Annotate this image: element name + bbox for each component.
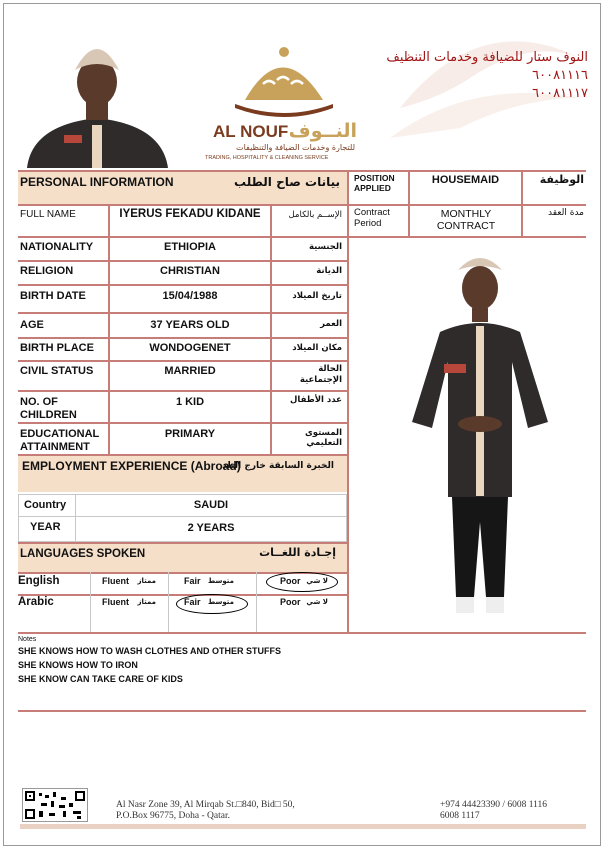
lang-fluent: Fluent (102, 597, 129, 607)
logo-text-ar: النــوف (288, 120, 357, 142)
row-label: CIVIL STATUS (20, 365, 94, 377)
row-label: BIRTH PLACE (20, 342, 94, 354)
footer-phone-2: 6008 1117 (440, 811, 480, 821)
english-selection-circle (266, 572, 338, 592)
row-label-ar: تاريخ الميلاد (292, 291, 342, 301)
lang-fair: Fair (184, 597, 201, 607)
notes-title: Notes (18, 636, 37, 643)
row-value: IYERUS FEKADU KIDANE (119, 208, 261, 220)
languages-section-title-ar: إجـادة اللغــات (259, 546, 336, 559)
row-label-ar: عدد الأطفال (290, 395, 342, 405)
row-value: WONDOGENET (149, 342, 231, 354)
row-label-ar: المستوى التعليمي (304, 428, 342, 448)
rule-notes-bottom (18, 710, 586, 712)
lang-col-rule (256, 572, 257, 632)
row-label-ar: مكان الميلاد (292, 343, 342, 353)
company-phone-1: ٦٠٠٨١١١٦ (532, 68, 588, 83)
logo-sub-en: TRADING, HOSPITALITY & CLEANING SERVICE (205, 155, 329, 161)
position-label-ar: الوظيفة (539, 173, 584, 186)
lang-fair: Fair (184, 576, 201, 586)
lang-fluent-ar: ممتاز (137, 577, 156, 585)
row-label: NATIONALITY (20, 241, 94, 253)
personal-section-title: PERSONAL INFORMATION (20, 175, 174, 189)
table-row (18, 286, 348, 314)
employment-country-label: Country (24, 499, 67, 511)
row-value: MARRIED (164, 365, 216, 377)
arabic-selection-circle (176, 594, 248, 614)
employment-year-label: YEAR (30, 521, 61, 533)
lang-col-rule (90, 572, 91, 632)
row-label-ar: الحالة الإجتماعية (299, 364, 342, 386)
table-row (18, 392, 348, 424)
table-row (18, 424, 348, 456)
row-value: PRIMARY (164, 428, 216, 440)
lang-poor: Poor (280, 576, 301, 586)
table-row (18, 314, 348, 339)
full-body-photo (400, 252, 560, 627)
row-value: ETHIOPIA (164, 241, 216, 253)
employment-section-title-ar: الخبرة السابقة خارج البلد (222, 461, 334, 471)
lang-poor-ar: لا شي (306, 598, 328, 606)
employment-country-value: SAUDI (193, 499, 229, 511)
table-row (18, 262, 348, 286)
notes-line: SHE KNOW CAN TAKE CARE OF KIDS (18, 674, 183, 684)
lang-name: English (18, 575, 60, 587)
row-label-ar: الديانة (316, 266, 342, 276)
row-label: EDUCATIONAL ATTAINMENT (20, 428, 100, 453)
footer-address-1: Al Nasr Zone 39, Al Mirqab St.□840, Bid□ 50, (116, 800, 295, 810)
row-label: RELIGION (20, 265, 74, 277)
row-label-ar: الجنسية (309, 242, 342, 252)
table-row (18, 206, 348, 236)
row-value: CHRISTIAN (160, 265, 220, 277)
employment-year-value: 2 YEARS (187, 522, 235, 534)
personal-section-title-ar: بيانات صاح الطلب (234, 175, 340, 189)
watermark-graphic (380, 18, 590, 148)
logo-sub-ar: للتجارة وخدمات الضيافة والتنظيفات (236, 143, 355, 152)
row-label: BIRTH DATE (20, 290, 86, 302)
lang-poor-ar: لا شي (306, 577, 328, 585)
footer-phone-1: +974 44423390 / 6008 1116 (440, 800, 548, 810)
table-row (18, 238, 348, 262)
position-label: POSITION APPLIED (354, 173, 395, 193)
row-label: NO. OF CHILDREN (20, 396, 77, 421)
row-label: AGE (20, 319, 44, 331)
cloche-logo-icon (205, 40, 360, 125)
row-label-ar: الإســم بالكامل (288, 210, 342, 220)
rule-row (18, 594, 348, 596)
contract-label: Contract Period (354, 207, 390, 230)
lang-fair-ar: متوسط (208, 577, 234, 585)
company-phone-2: ٦٠٠٨١١١٧ (532, 86, 588, 101)
contract-value: MONTHLY CONTRACT (436, 208, 496, 233)
employment-col-rule (75, 494, 76, 542)
table-row (18, 362, 348, 392)
notes-line: SHE KNOWS HOW TO WASH CLOTHES AND OTHER STUFFS (18, 646, 281, 656)
row-label-ar: العمر (320, 319, 342, 329)
lang-fluent-ar: ممتاز (137, 598, 156, 606)
lang-fair-ar: متوسط (208, 598, 234, 606)
logo-text-en: AL NOUF (213, 122, 289, 141)
footer-band (20, 824, 586, 829)
row-value: 15/04/1988 (162, 290, 218, 302)
lang-poor: Poor (280, 597, 301, 607)
position-value: HOUSEMAID (431, 174, 500, 186)
rule-col (521, 170, 523, 236)
company-name-ar: النوف ستار للضيافة وخدمات التنظيف (386, 50, 588, 65)
footer-address-2: P.O.Box 96775, Doha - Qatar. (116, 811, 230, 821)
notes-line: SHE KNOWS HOW TO IRON (18, 660, 138, 670)
company-logo (205, 40, 360, 165)
headshot-photo (22, 30, 172, 168)
employment-section-title: EMPLOYMENT EXPERIENCE (Abroad) (22, 459, 241, 473)
lang-col-rule (168, 572, 169, 632)
lang-name: Arabic (18, 596, 54, 608)
rule-row (18, 632, 586, 634)
row-label: FULL NAME (20, 209, 76, 220)
row-value: 1 KID (175, 396, 205, 408)
lang-fluent: Fluent (102, 576, 129, 586)
contract-label-ar: مدة العقد (548, 208, 584, 218)
qr-code (22, 788, 88, 822)
employment-row-rule (18, 516, 347, 517)
languages-section-title: LANGUAGES SPOKEN (20, 548, 146, 560)
row-value: 37 YEARS OLD (150, 319, 230, 331)
table-row (18, 339, 348, 362)
